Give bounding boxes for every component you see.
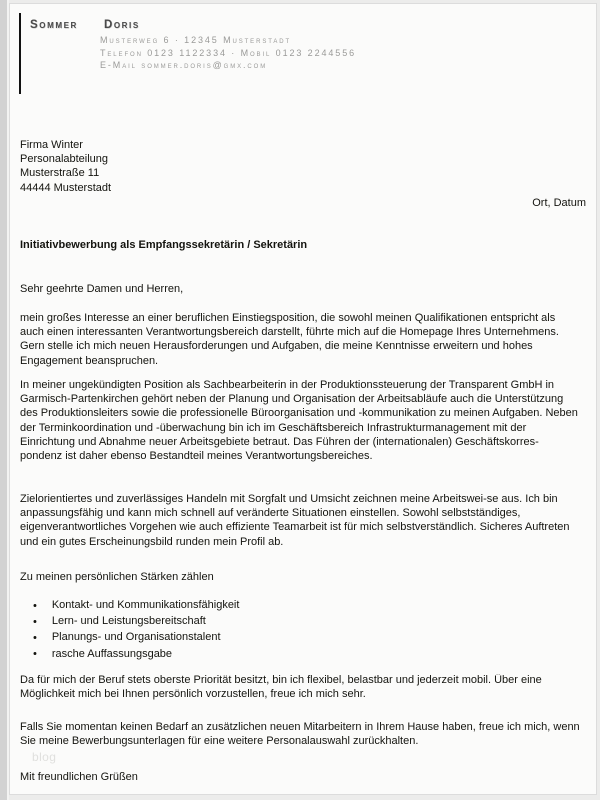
body-paragraph-3: Zielorientiertes und zuverlässiges Handeln mit Sorgfalt und Umsicht zeichnen meine Arbeitswei-se aus. Ich bin anpassungsfähig und kann mich schnell auf veränderte Situationen einstellen. Sowohl selbstständiges, eigenverantwortliches Vorgehen wie auch effiziente Teamarbeit ist für mich selbstverständlich. Sicheres Auftreten und ein gutes Erscheinungsbild runden mein Profil ab.: [20, 493, 570, 548]
recipient-company: Firma Winter: [20, 139, 83, 151]
strengths-intro: Zu meinen persönlichen Stärken zählen: [20, 571, 214, 583]
sender-phone-line: Telefon 0123 1122334 · Mobil 0123 2244556: [100, 47, 357, 58]
sender-surname: Sommer: [30, 19, 78, 31]
sender-name: [30, 15, 140, 33]
letter-sheet: [9, 3, 597, 795]
list-item: Lern- und Leistungsbereitschaft: [20, 613, 239, 629]
letterhead: [10, 4, 597, 104]
closing-salutation: Mit freundlichen Grüßen: [20, 771, 138, 783]
recipient-city: 44444 Musterstadt: [20, 181, 112, 194]
recipient-address-block: [20, 138, 111, 195]
recipient-street: Musterstraße 11: [20, 167, 100, 180]
sender-contact-block: [100, 34, 356, 72]
body-paragraph-4: Da für mich der Beruf stets oberste Priorität besitzt, bin ich flexibel, belastbar und jederzeit mobil. Über eine Möglichkeit mich bei Ihnen persönlich vorzustellen, freue ich mich sehr.: [20, 674, 542, 701]
watermark: blog: [32, 750, 57, 764]
list-item: Kontakt- und Kommunikationsfähigkeit: [20, 597, 239, 613]
sender-address-line: Musterweg 6 · 12345 Musterstadt: [100, 35, 292, 45]
list-item: Planungs- und Organisationstalent: [20, 629, 239, 645]
salutation: Sehr geehrte Damen und Herren,: [20, 283, 184, 295]
page-left-edge-strip: [0, 0, 7, 800]
letterhead-vertical-rule: [19, 13, 21, 94]
sender-givenname: Doris: [103, 19, 140, 31]
recipient-department: Personalabteilung: [20, 153, 109, 166]
body-paragraph-2: In meiner ungekündigten Position als Sachbearbeiterin in der Produktionssteuerung der Transparent GmbH in Garmisch-Partenkirchen gehört neben der Planung und Organisation der Arbeitsabläufe auch die Unterstützung des Produktionsleiters sowie die professionelle Büroorganisation und -kommunikation zu meinen Aufgaben. Neben der Terminkoordination und -überwachung bin ich im Geschäftsbereich Infrastrukturmanagement mit der Einrichtung und Abnahme neuer Arbeitsgebiete betraut. Das Führen der (internationalen) Geschäftskorres-pondenz ist daher ebenso Bestandteil meines Verantwortungsbereiches.: [20, 379, 578, 463]
body-paragraph-5: Falls Sie momentan keinen Bedarf an zusätzlichen neuen Mitarbeitern in Ihrem Hause haben, freue ich mich, wenn Sie meine Bewerbungsunterlagen für eine weitere Personalauswahl zurückhalten.: [20, 721, 580, 748]
strengths-list: [20, 597, 247, 662]
subject-line: Initiativbewerbung als Empfangssekretärin / Sekretärin: [20, 239, 308, 251]
place-and-date: Ort, Datum: [532, 197, 586, 209]
sender-email-line: E-Mail sommer.doris@gmx.com: [100, 60, 268, 71]
list-item: rasche Auffassungsgabe: [20, 646, 239, 662]
body-paragraph-1: mein großes Interesse an einer beruflichen Einstiegsposition, die sowohl meinen Qualifikationen entspricht als auch einen interessanten Verantwortungsbereich darstellt, führte mich auf die Homepage Ihres Unternehmens. Gern stelle ich mich neuen Herausforderungen und Aufgaben, die meine Kenntnisse erweitern und hohes Engagement beanspruchen.: [20, 312, 559, 367]
